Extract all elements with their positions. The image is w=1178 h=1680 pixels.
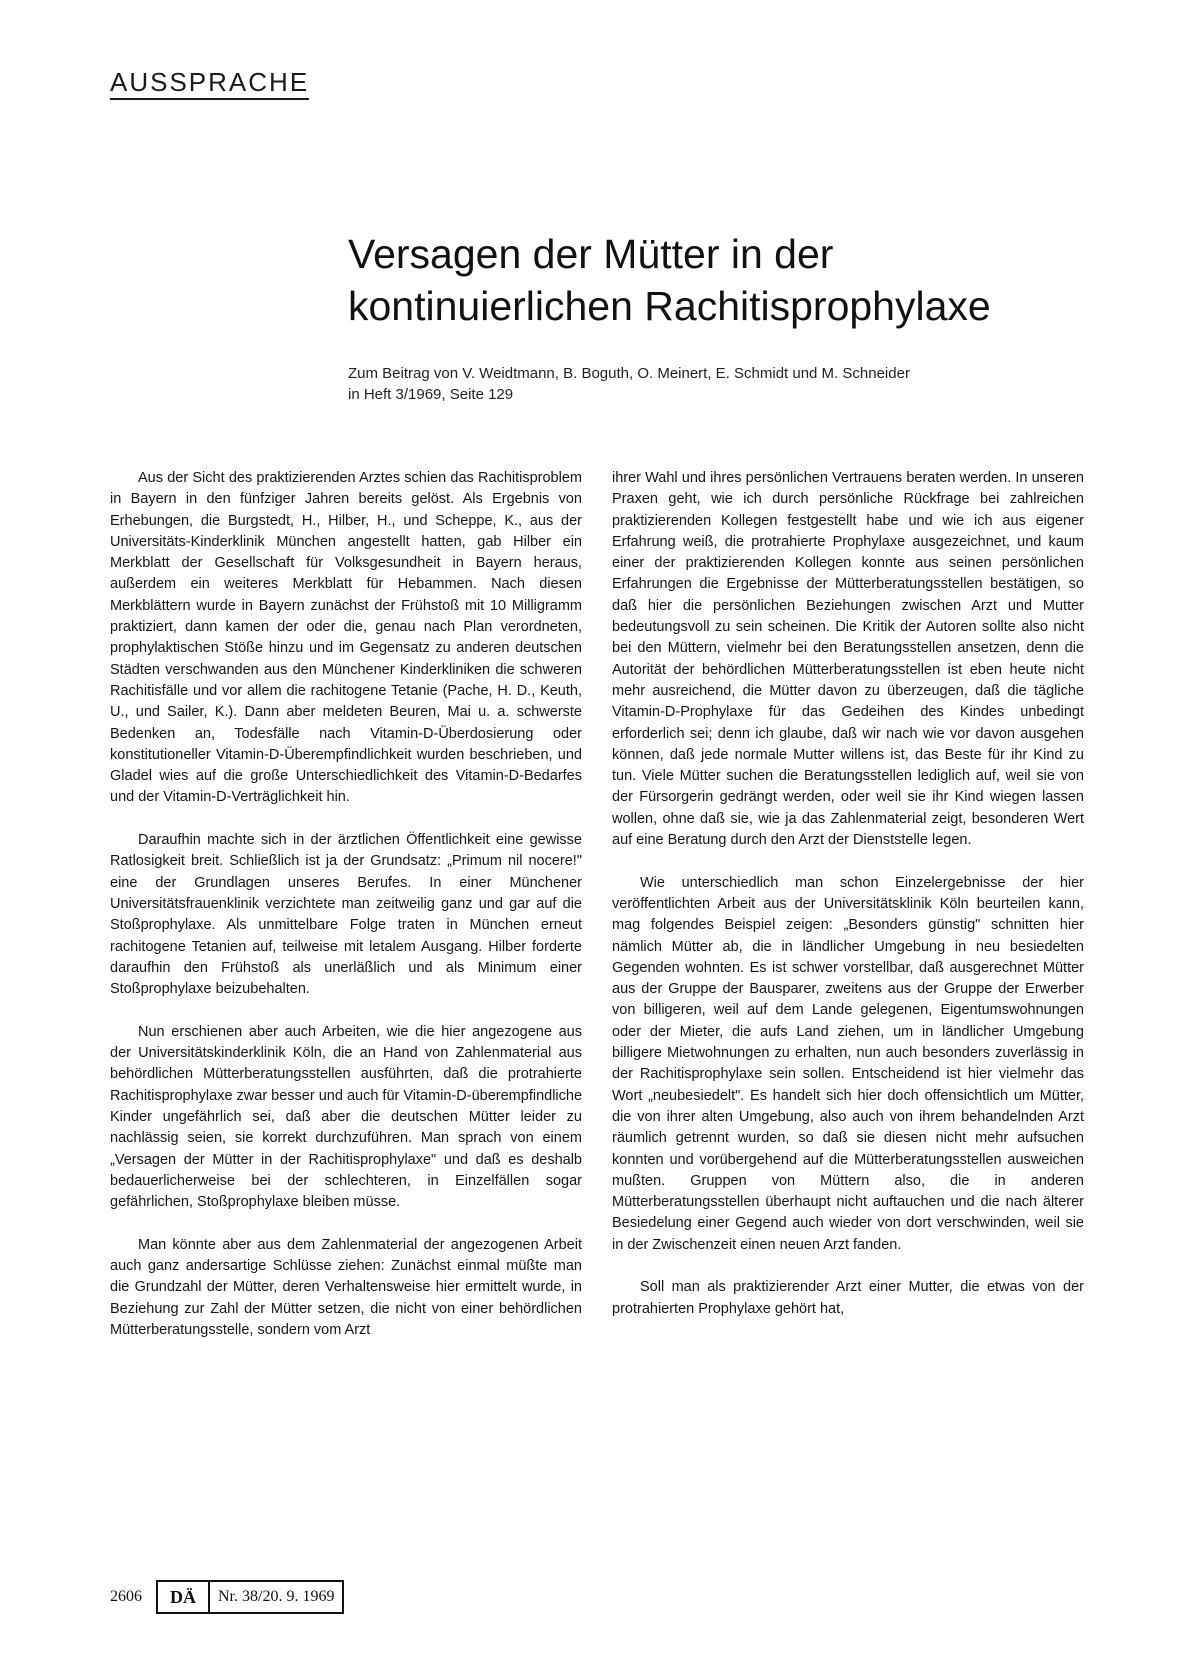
byline-line-2: in Heft 3/1969, Seite 129: [348, 386, 514, 403]
paragraph: Man könnte aber aus dem Zahlenmaterial der angezogenen Arbeit auch ganz andersartige Schlüsse ziehen: Zunächst einmal müßte man die Grundzahl der Mütter, deren Verhaltensweise hier ermittelt wurde, in Beziehung zur Zahl der Mütter setzen, die nicht von einer behördlichen Mütterberatungsstelle, sondern vom Arzt: [110, 1236, 582, 1338]
article-title-line-2: kontinuierlichen Rachitisprophylaxe: [348, 283, 991, 329]
paragraph: Aus der Sicht des praktizierenden Arztes schien das Rachitisproblem in Bayern in den fünfziger Jahren bereits gelöst. Als Ergebnis von Erhebungen, die Burgstedt, H., Hilber, H., und Scheppe, K., aus der Universitäts-Kinderklinik München angestellt hatten, gab Hilber ein Merkblatt der Gesellschaft für Volksgesundheit in Bayern heraus, außerdem ein weiteres Merkblatt für Hebammen. Nach diesen Merkblättern wurde in Bayern zunächst der Frühstoß mit 10 Milligramm praktiziert, dann kamen der oder die, genau nach Plan verordneten, prophylaktischen Stöße hinzu und im Gegensatz zu anderen deutschen Städten verschwanden aus den Münchener Kinderkliniken die schweren Rachitisfälle und vor allem die rachitogene Tetanie (Pache, H. D., Keuth, U., und Sailer, K.). Dann aber meldeten Beuren, Mai u. a. schwerste Bedenken an, Todesfälle nach Vitamin-D-Überdosierung oder konstitutioneller Vitamin-D-Überempfindlichkeit wurden beschrieben, und Gladel wies auf die große Unterschiedlichkeit des Vitamin-D-Bedarfes und der Vitamin-D-Verträglichkeit hin.: [110, 470, 582, 806]
journal-abbreviation: DÄ: [158, 1582, 210, 1612]
paragraph: Soll man als praktizierender Arzt einer Mutter, die etwas von der protrahierten Prophylaxe gehört hat,: [612, 1279, 1084, 1317]
journal-box: [156, 1580, 344, 1614]
paragraph: Nun erschienen aber auch Arbeiten, wie die hier angezogene aus der Universitätskinderklinik Köln, die an Hand von Zahlenmaterial aus behördlichen Mütterberatungsstellen ausführten, daß die protrahierte Rachitisprophylaxe zwar besser und auch für Vitamin-D-überempfindliche Kinder ungefährlich sei, daß aber die deutschen Mütter leider zu nachlässig seien, sie korrekt durchzuführen. Man sprach von einem „Versagen der Mütter in der Rachitisprophylaxe" und daß es deshalb bedauerlicherweise bei der schlechteren, in Einzelfällen sogar gefährlichen, Stoßprophylaxe bleiben müsse.: [110, 1023, 583, 1211]
article-title-line-1: Versagen der Mütter in der: [348, 231, 834, 277]
article-title: [348, 228, 991, 332]
left-column: [110, 468, 582, 1362]
paragraph: Daraufhin machte sich in der ärztlichen Öffentlichkeit eine gewisse Ratlosigkeit breit. Schließlich ist ja der Grundsatz: „Primum nil nocere!" eine der Grundlagen unseres Berufes. In einer Münchener Universitätsfrauenklinik verzichtete man zeitweilig ganz und gar auf die Stoßprophylaxe. Als unmittelbare Folge traten in München erneut rachitogene Tetanien auf, teilweise mit letalem Ausgang. Hilber forderte daraufhin den Frühstoß als unerläßlich und als Minimum einer Stoßprophylaxe beizubehalten.: [110, 832, 582, 998]
page-number: 2606: [110, 1588, 142, 1605]
paragraph: ihrer Wahl und ihres persönlichen Vertrauens beraten werden. In unseren Praxen geht, wie ich durch persönliche Rückfrage bei zahlreichen praktizierenden Kollegen festgestellt habe und wie ich aus eigener Erfahrung weiß, die protrahierte Prophylaxe ausgezeichnet, und kaum einer der praktizierenden Kollegen konnte aus seinen persönlichen Erfahrungen die Ergebnisse der Mütterberatungsstellen bestätigen, so daß hier die persönlichen Beziehungen zwischen Arzt und Mutter bedeutungsvoll zu sein scheinen. Die Kritik der Autoren sollte also nicht bei den Müttern, vielmehr bei den Beratungsstellen ansetzen, denn die Autorität der behördlichen Mütterberatungsstellen ist eben heute nicht mehr ausreichend, die Mütter davon zu überzeugen, daß die tägliche Vitamin-D-Prophylaxe für das Gedeihen des Kindes unbedingt erforderlich sei; denn ich glaube, daß wir nach wie vor davon ausgehen können, daß jede normale Mutter willens ist, das Beste für ihr Kind zu tun. Viele Mütter suchen die Beratungsstellen lediglich auf, weil sie von der Fürsorgerin gedrängt werden, oder weil sie ihr Kind wiegen lassen wollen, ohne daß sie, wie ja das Zahlenmaterial zeigt, besonderen Wert auf eine Beratung durch den Arzt der Dienststelle legen.: [612, 470, 1084, 849]
byline-line-1: Zum Beitrag von V. Weidtmann, B. Boguth, O. Meinert, E. Schmidt und M. Schneider: [348, 365, 910, 382]
page-footer: [110, 1580, 344, 1614]
byline: [348, 363, 1068, 405]
issue-info: Nr. 38/20. 9. 1969: [218, 1588, 335, 1605]
paragraph: Wie unterschiedlich man schon Einzelergebnisse der hier veröffentlichten Arbeit aus der Universitätsklinik Köln beurteilen kann, mag folgendes Beispiel zeigen: „Besonders günstig" schnitten hier nämlich Mütter ab, die in ländlicher Umgebung in neu besiedelten Gegenden wohnten. Es ist schwer vorstellbar, daß ausgerechnet Mütter aus der Gruppe der Bausparer, zweitens aus der Gruppe der Erwerber von billigeren, weil auf dem Lande gelegenen, Eigentumswohnungen oder der Mieter, die aufs Land ziehen, um in ländlicher Umgebung billigere Mietwohnungen zu erhalten, nun auch besonders zuverlässig in der Rachitisprophylaxe sein sollen. Entscheidend ist hier vielmehr das Wort „neubesiedelt". Es handelt sich hier doch offensichtlich um Mütter, die von ihrer alten Umgebung, also auch von ihrem behandelnden Arzt räumlich getrennt wurden, so daß sie diesen nicht mehr aufsuchen konnten und vorübergehend auf die Mütterberatungsstellen ausweichen mußten. Gruppen von Müttern also, die in anderen Mütterberatungsstellen überhaupt nicht auftauchen und die nach älterer Besiedelung einer Gegend auch wieder von dort verschwinden, weil sie in der Zwischenzeit einen neuen Arzt fanden.: [612, 874, 1084, 1253]
section-label: AUSSPRACHE: [110, 68, 309, 100]
right-column: [612, 468, 1084, 1341]
